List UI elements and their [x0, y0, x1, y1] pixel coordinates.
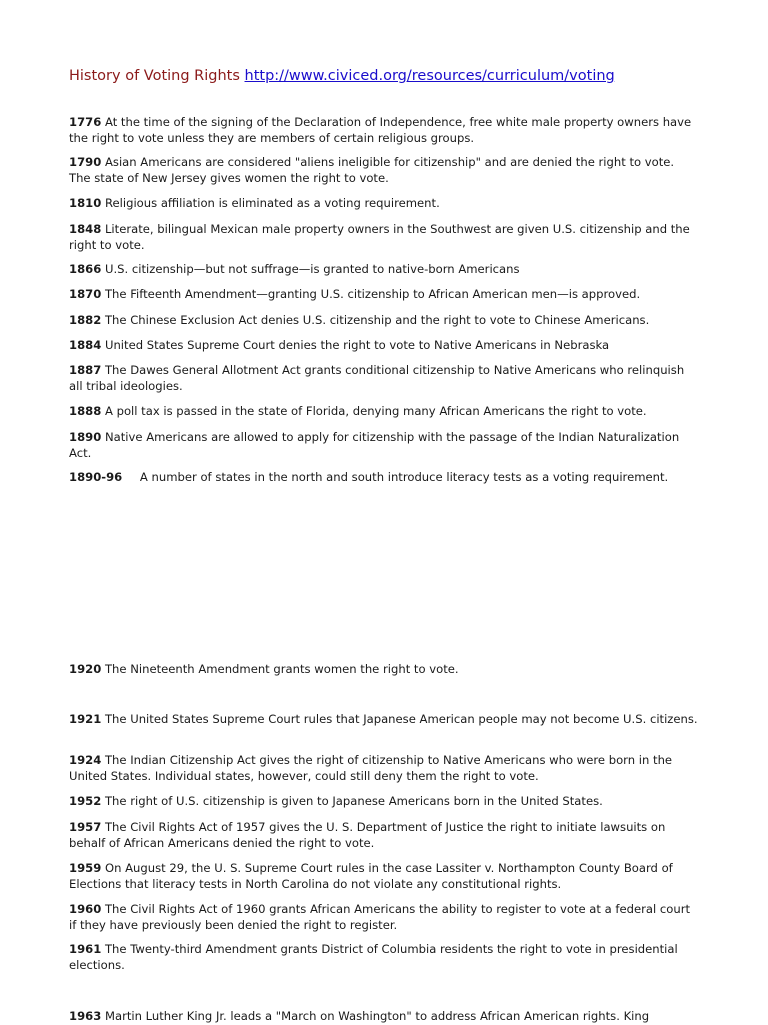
title-line	[69, 68, 615, 84]
entry-text: A poll tax is passed in the state of Florida, denying many African Americans the right to vote.	[104, 404, 647, 418]
entry-year: 1848	[69, 222, 102, 236]
entry-text: The right of U.S. citizenship is given to Japanese Americans born in the United States.	[104, 794, 603, 808]
entry-year: 1921	[69, 712, 102, 726]
entry-year: 1882	[69, 313, 102, 327]
entry-text: Native Americans are allowed to apply for citizenship with the passage of the Indian Naturalization Act.	[69, 430, 680, 460]
entry-year: 1963	[69, 1009, 102, 1023]
entry-year: 1884	[69, 338, 102, 352]
entry-year: 1952	[69, 794, 102, 808]
timeline-entry	[69, 794, 699, 810]
timeline-entry	[69, 470, 699, 486]
entry-text: The Twenty-third Amendment grants District of Columbia residents the right to vote in presidential elections.	[69, 942, 678, 972]
entry-year: 1866	[69, 262, 102, 276]
timeline-entry	[69, 313, 699, 329]
timeline-entry	[69, 430, 699, 461]
entry-text: The Nineteenth Amendment grants women the right to vote.	[104, 662, 459, 676]
timeline-entry	[69, 662, 699, 678]
entry-text: On August 29, the U. S. Supreme Court rules in the case Lassiter v. Northampton County Board of Elections that literacy tests in North Carolina do not violate any constitutional rights.	[69, 861, 673, 891]
entry-year: 1887	[69, 363, 102, 377]
document-title: History of Voting Rights	[69, 68, 240, 84]
source-link[interactable]: http://www.civiced.org/resources/curriculum/voting	[244, 68, 615, 84]
entry-year: 1790	[69, 155, 102, 169]
entry-text: U.S. citizenship—but not suffrage—is granted to native-born Americans	[104, 262, 520, 276]
timeline-entry	[69, 1009, 699, 1025]
entry-year: 1960	[69, 902, 102, 916]
timeline-entry	[69, 861, 699, 892]
entry-year: 1870	[69, 287, 102, 301]
entry-year: 1961	[69, 942, 102, 956]
timeline-entry	[69, 196, 699, 212]
entry-year: 1957	[69, 820, 102, 834]
entry-year: 1890	[69, 430, 102, 444]
entry-text: The Fifteenth Amendment—granting U.S. citizenship to African American men—is approved.	[104, 287, 641, 301]
entry-text: The Dawes General Allotment Act grants conditional citizenship to Native Americans who relinquish all tribal ideologies.	[69, 363, 685, 393]
entry-year: 1888	[69, 404, 102, 418]
entry-year: 1920	[69, 662, 102, 676]
timeline-entry	[69, 753, 699, 784]
entry-year: 1959	[69, 861, 102, 875]
entry-year: 1776	[69, 115, 102, 129]
timeline-entry	[69, 287, 699, 303]
entry-text: A number of states in the north and south introduce literacy tests as a voting requirement.	[139, 470, 669, 484]
timeline-entry	[69, 820, 699, 851]
entry-text: The Civil Rights Act of 1957 gives the U. S. Department of Justice the right to initiate lawsuits on behalf of African Americans denied the right to vote.	[69, 820, 666, 850]
timeline-entry	[69, 902, 699, 933]
timeline-entry	[69, 363, 699, 394]
timeline-entry	[69, 115, 699, 146]
entry-text: Religious affiliation is eliminated as a voting requirement.	[104, 196, 440, 210]
entry-text: United States Supreme Court denies the right to vote to Native Americans in Nebraska	[104, 338, 610, 352]
entry-text: The Indian Citizenship Act gives the right of citizenship to Native Americans who were born in the United States. Individual states, however, could still deny them the right to vote.	[69, 753, 673, 783]
timeline-entry	[69, 155, 699, 186]
timeline-entry	[69, 262, 699, 278]
entry-text: Asian Americans are considered "aliens ineligible for citizenship" and are denied the right to vote. The state of New Jersey gives women the right to vote.	[69, 155, 675, 185]
entry-text: The Civil Rights Act of 1960 grants African Americans the ability to register to vote at a federal court if they have previously been denied the right to register.	[69, 902, 691, 932]
entry-text: The Chinese Exclusion Act denies U.S. citizenship and the right to vote to Chinese Americans.	[104, 313, 650, 327]
entry-text: Literate, bilingual Mexican male property owners in the Southwest are given U.S. citizenship and the right to vote.	[69, 222, 690, 252]
entry-text: At the time of the signing of the Declaration of Independence, free white male property owners have the right to vote unless they are members of certain religious groups.	[69, 115, 692, 145]
entry-year: 1810	[69, 196, 102, 210]
timeline-entry	[69, 404, 699, 420]
timeline-entry	[69, 222, 699, 253]
timeline-entry	[69, 338, 699, 354]
timeline-entry	[69, 942, 699, 973]
entry-year: 1890-96	[69, 470, 123, 484]
timeline-entry	[69, 712, 699, 728]
entry-year: 1924	[69, 753, 102, 767]
entry-text: The United States Supreme Court rules that Japanese American people may not become U.S. citizens.	[104, 712, 698, 726]
entry-text: Martin Luther King Jr. leads a "March on Washington" to address African American rights. King	[104, 1009, 650, 1023]
